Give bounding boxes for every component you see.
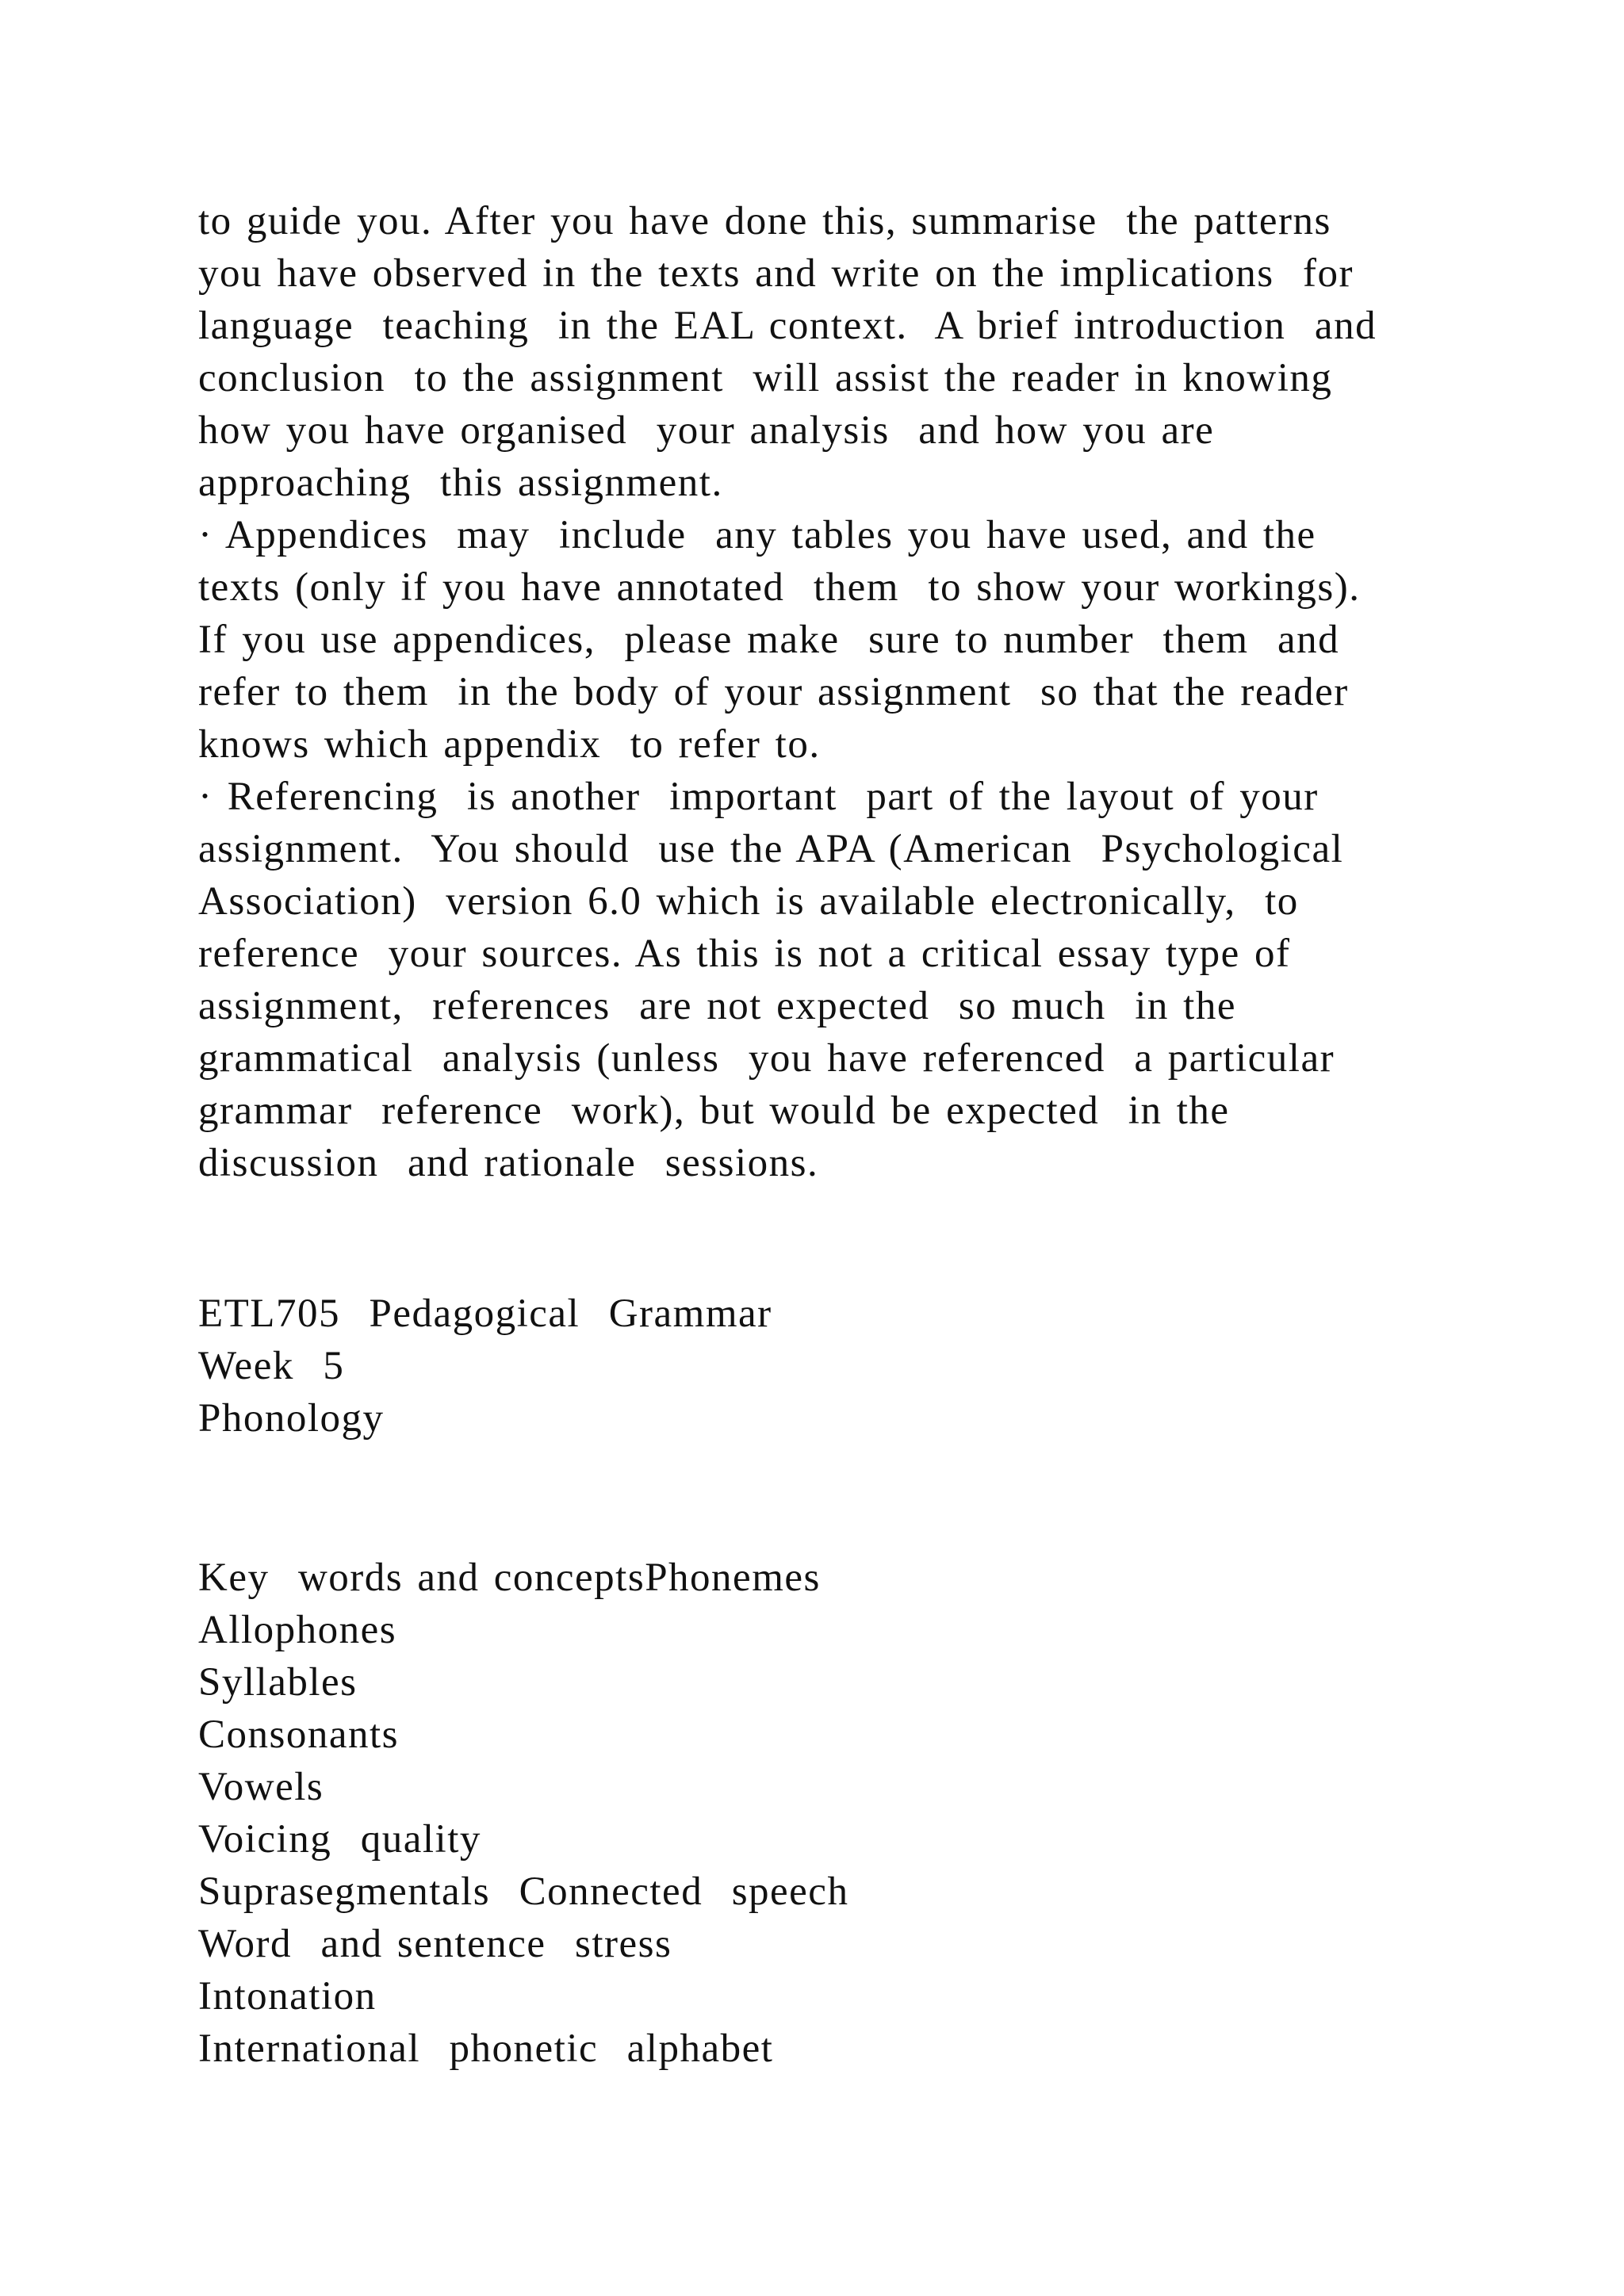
list-item: International phonetic alphabet bbox=[198, 2026, 774, 2071]
key-words-heading: Key words and conceptsPhonemes bbox=[198, 1556, 821, 1600]
list-item: Intonation bbox=[198, 1974, 377, 2019]
body-line: grammar reference work), but would be expected in the bbox=[198, 1089, 1230, 1133]
course-title: ETL705 Pedagogical Grammar bbox=[198, 1292, 772, 1336]
body-line: grammatical analysis (unless you have referenced a particular bbox=[198, 1036, 1335, 1081]
body-line: assignment, references are not expected so much in the bbox=[198, 984, 1236, 1028]
body-line: conclusion to the assignment will assist the reader in knowing bbox=[198, 356, 1333, 400]
week-label: Week 5 bbox=[198, 1344, 345, 1388]
body-line: you have observed in the texts and write on the implications for bbox=[198, 251, 1354, 296]
assignment-instructions bbox=[198, 195, 1546, 1189]
key-words-list bbox=[198, 1552, 1546, 2075]
lecture-heading bbox=[198, 1288, 1546, 1445]
appendices-bullet-line: · Appendices may include any tables you have used, and the bbox=[198, 513, 1316, 557]
body-line: reference your sources. As this is not a critical essay type of bbox=[198, 932, 1291, 976]
list-item: Allophones bbox=[198, 1608, 397, 1652]
body-line: approaching this assignment. bbox=[198, 461, 723, 505]
referencing-bullet-line: · Referencing is another important part of the layout of your bbox=[198, 775, 1319, 819]
body-line: language teaching in the EAL context. A brief introduction and bbox=[198, 304, 1377, 348]
body-line: texts (only if you have annotated them to show your workings). bbox=[198, 565, 1361, 610]
body-line: to guide you. After you have done this, summarise the patterns bbox=[198, 199, 1331, 243]
list-item: Word and sentence stress bbox=[198, 1922, 672, 1966]
body-line: how you have organised your analysis and how you are bbox=[198, 408, 1215, 453]
list-item: Vowels bbox=[198, 1765, 324, 1809]
list-item: Syllables bbox=[198, 1660, 358, 1705]
body-line: Association) version 6.0 which is available electronically, to bbox=[198, 879, 1299, 924]
body-line: refer to them in the body of your assignment so that the reader bbox=[198, 670, 1349, 714]
body-line: discussion and rationale sessions. bbox=[198, 1141, 819, 1185]
list-item: Voicing quality bbox=[198, 1817, 481, 1862]
body-line: If you use appendices, please make sure to number them and bbox=[198, 618, 1340, 662]
body-line: assignment. You should use the APA (American Psychological bbox=[198, 827, 1344, 871]
topic-title: Phonology bbox=[198, 1396, 385, 1441]
list-item: Suprasegmentals Connected speech bbox=[198, 1869, 849, 1914]
list-item: Consonants bbox=[198, 1712, 400, 1757]
body-line: knows which appendix to refer to. bbox=[198, 722, 821, 767]
